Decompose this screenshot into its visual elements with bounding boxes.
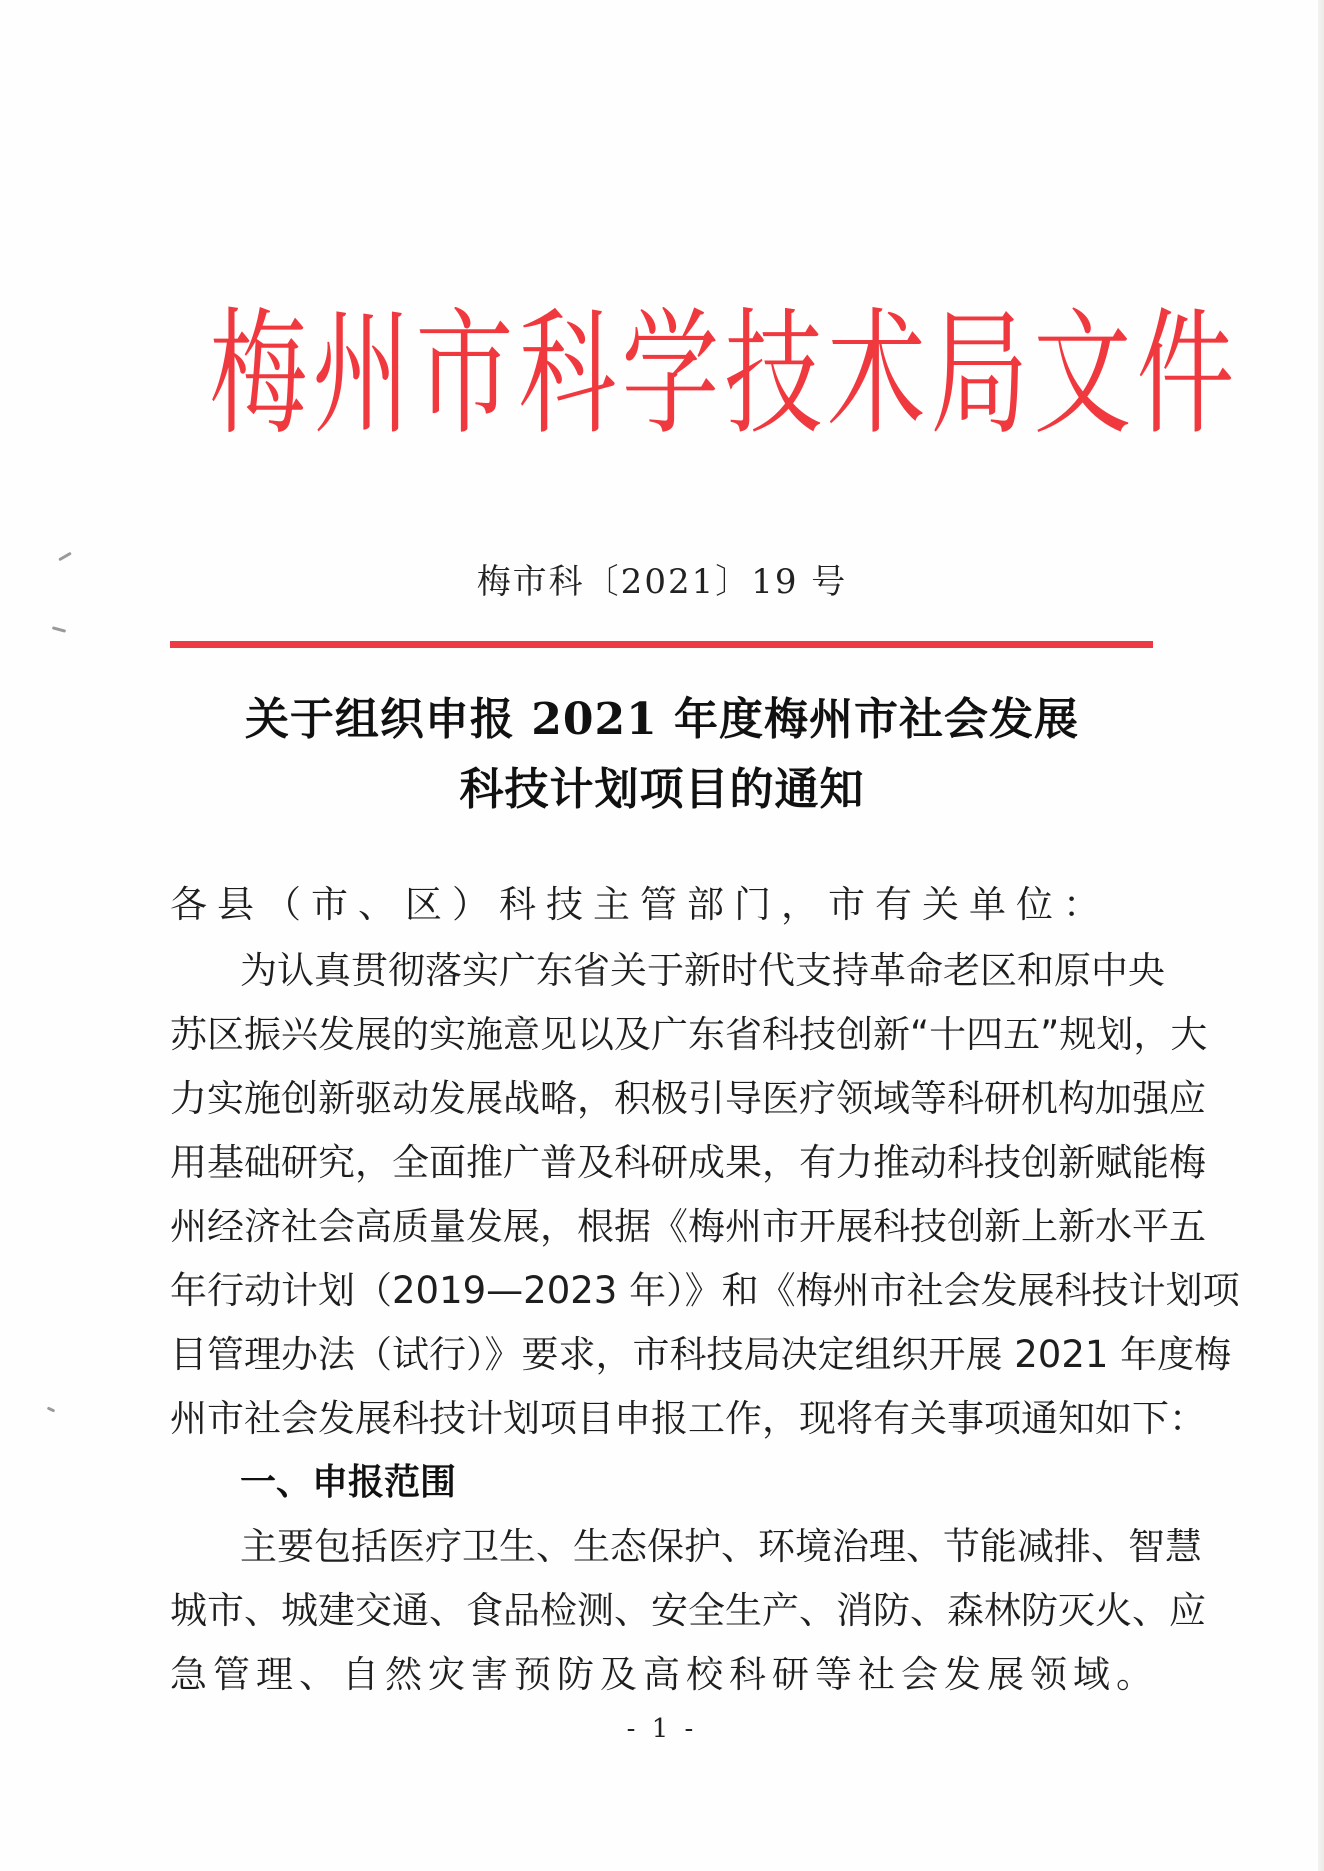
scan-mark xyxy=(52,626,66,633)
page-number: - 1 - xyxy=(626,1714,698,1744)
paragraph-line: 年行动计划（2019—2023 年）》和《梅州市社会发展科技计划项 xyxy=(170,1269,1240,1312)
document-number: 梅市科〔2021〕19 号 xyxy=(476,562,848,602)
masthead-char: 学 xyxy=(621,296,720,454)
red-separator-line xyxy=(170,641,1153,648)
paragraph-line: 苏区振兴发展的实施意见以及广东省科技创新“十四五”规划，大 xyxy=(170,1013,1208,1056)
masthead-char: 术 xyxy=(827,296,926,454)
section-line: 城市、城建交通、食品检测、安全生产、消防、森林防灭火、应 xyxy=(170,1589,1206,1632)
masthead-char: 州 xyxy=(312,296,411,454)
paragraph-line: 力实施创新驱动发展战略，积极引导医疗领域等科研机构加强应 xyxy=(170,1077,1206,1120)
scan-mark xyxy=(47,1406,56,1412)
scan-edge xyxy=(1318,0,1324,1871)
paragraph-line: 州市社会发展科技计划项目申报工作，现将有关事项通知如下： xyxy=(170,1397,1206,1440)
masthead-char: 文 xyxy=(1033,296,1132,454)
masthead-char: 梅 xyxy=(209,296,308,454)
red-masthead xyxy=(195,296,1235,454)
paragraph-line: 为认真贯彻落实广东省关于新时代支持革命老区和原中央 xyxy=(240,949,1165,992)
document-title-line-2: 科技计划项目的通知 xyxy=(459,764,865,815)
paragraph-line: 目管理办法（试行）》要求，市科技局决定组织开展 2021 年度梅 xyxy=(170,1333,1232,1376)
section-line: 急管理、自然灾害预防及高校科研等社会发展领域。 xyxy=(170,1653,1159,1696)
masthead-char: 市 xyxy=(415,296,514,454)
section-heading: 一、申报范围 xyxy=(240,1462,457,1503)
masthead-char: 件 xyxy=(1136,296,1235,454)
masthead-char: 技 xyxy=(724,296,823,454)
masthead-char: 科 xyxy=(518,296,617,454)
masthead-char: 局 xyxy=(930,296,1029,454)
paragraph-line: 用基础研究，全面推广普及科研成果，有力推动科技创新赋能梅 xyxy=(170,1141,1206,1184)
salutation: 各县（市、区）科技主管部门，市有关单位： xyxy=(170,883,1110,926)
document-title-line-1: 关于组织申报 2021 年度梅州市社会发展 xyxy=(244,694,1080,745)
section-line: 主要包括医疗卫生、生态保护、环境治理、节能减排、智慧 xyxy=(240,1525,1202,1568)
paragraph-line: 州经济社会高质量发展，根据《梅州市开展科技创新上新水平五 xyxy=(170,1205,1206,1248)
